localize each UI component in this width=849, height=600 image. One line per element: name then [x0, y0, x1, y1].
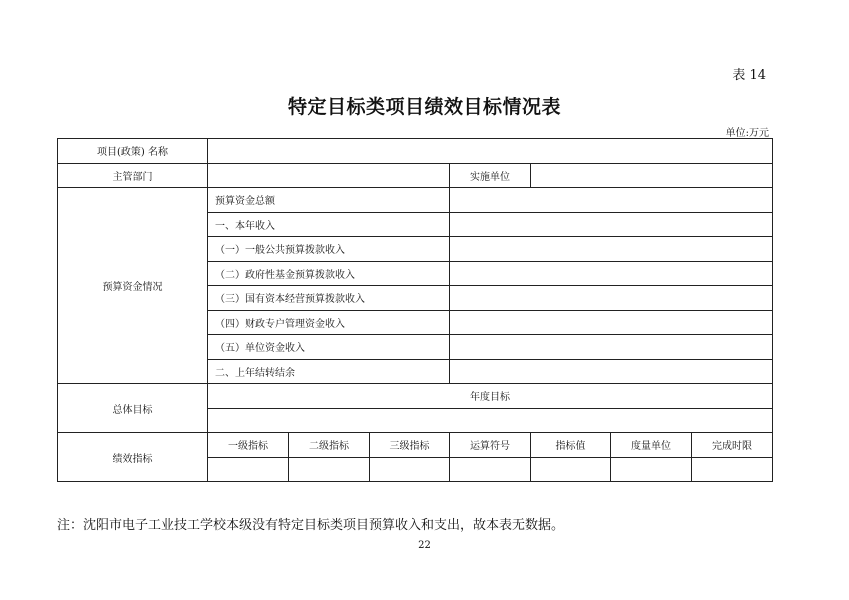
indicator-cell	[611, 457, 692, 482]
budget-row-value	[450, 188, 773, 213]
budget-row-value	[450, 335, 773, 360]
page-title: 特定目标类项目绩效目标情况表	[287, 96, 561, 118]
indicator-header-value: 指标值	[531, 433, 611, 458]
page-number: 22	[418, 540, 431, 551]
project-name-value	[208, 139, 773, 164]
budget-row	[58, 188, 773, 213]
budget-row-value	[450, 310, 773, 335]
budget-row-label: （二）政府性基金预算拨款收入	[208, 261, 450, 286]
overall-goal-label: 总体目标	[58, 384, 208, 433]
budget-row-value	[450, 286, 773, 311]
impl-unit-label: 实施单位	[450, 163, 531, 188]
table-number: 表 14	[732, 68, 766, 83]
indicator-label: 绩效指标	[58, 433, 208, 482]
indicator-header-row	[58, 433, 773, 458]
impl-unit-value	[531, 163, 773, 188]
budget-row-label: （四）财政专户管理资金收入	[208, 310, 450, 335]
indicator-cell	[208, 457, 289, 482]
performance-goal-table	[57, 138, 773, 482]
indicator-cell	[692, 457, 773, 482]
budget-row-value	[450, 261, 773, 286]
indicator-header-operator: 运算符号	[450, 433, 531, 458]
budget-row-label: （五）单位资金收入	[208, 335, 450, 360]
budget-row-value	[450, 359, 773, 384]
indicator-cell	[370, 457, 450, 482]
budget-row-label: （三）国有资本经营预算拨款收入	[208, 286, 450, 311]
dept-label: 主管部门	[58, 163, 208, 188]
indicator-cell	[531, 457, 611, 482]
annual-goal-value	[208, 408, 773, 433]
budget-row-label: （一）一般公共预算拨款收入	[208, 237, 450, 262]
budget-section-label: 预算资金情况	[58, 188, 208, 384]
budget-row-label: 二、上年结转结余	[208, 359, 450, 384]
indicator-header-level1: 一级指标	[208, 433, 289, 458]
budget-row-label: 预算资金总额	[208, 188, 450, 213]
project-name-label: 项目(政策) 名称	[58, 139, 208, 164]
budget-row-value	[450, 212, 773, 237]
indicator-header-level3: 三级指标	[370, 433, 450, 458]
indicator-header-deadline: 完成时限	[692, 433, 773, 458]
footnote: 注：沈阳市电子工业技工学校本级没有特定目标类项目预算收入和支出，故本表无数据。	[57, 518, 565, 533]
dept-row	[58, 163, 773, 188]
indicator-header-unit: 度量单位	[611, 433, 692, 458]
indicator-cell	[450, 457, 531, 482]
goal-header-row	[58, 384, 773, 409]
indicator-header-level2: 二级指标	[289, 433, 370, 458]
project-name-row	[58, 139, 773, 164]
annual-goal-label: 年度目标	[208, 384, 773, 409]
indicator-cell	[289, 457, 370, 482]
unit-label: 单位:万元	[725, 128, 769, 139]
budget-row-value	[450, 237, 773, 262]
dept-value	[208, 163, 450, 188]
budget-row-label: 一、本年收入	[208, 212, 450, 237]
